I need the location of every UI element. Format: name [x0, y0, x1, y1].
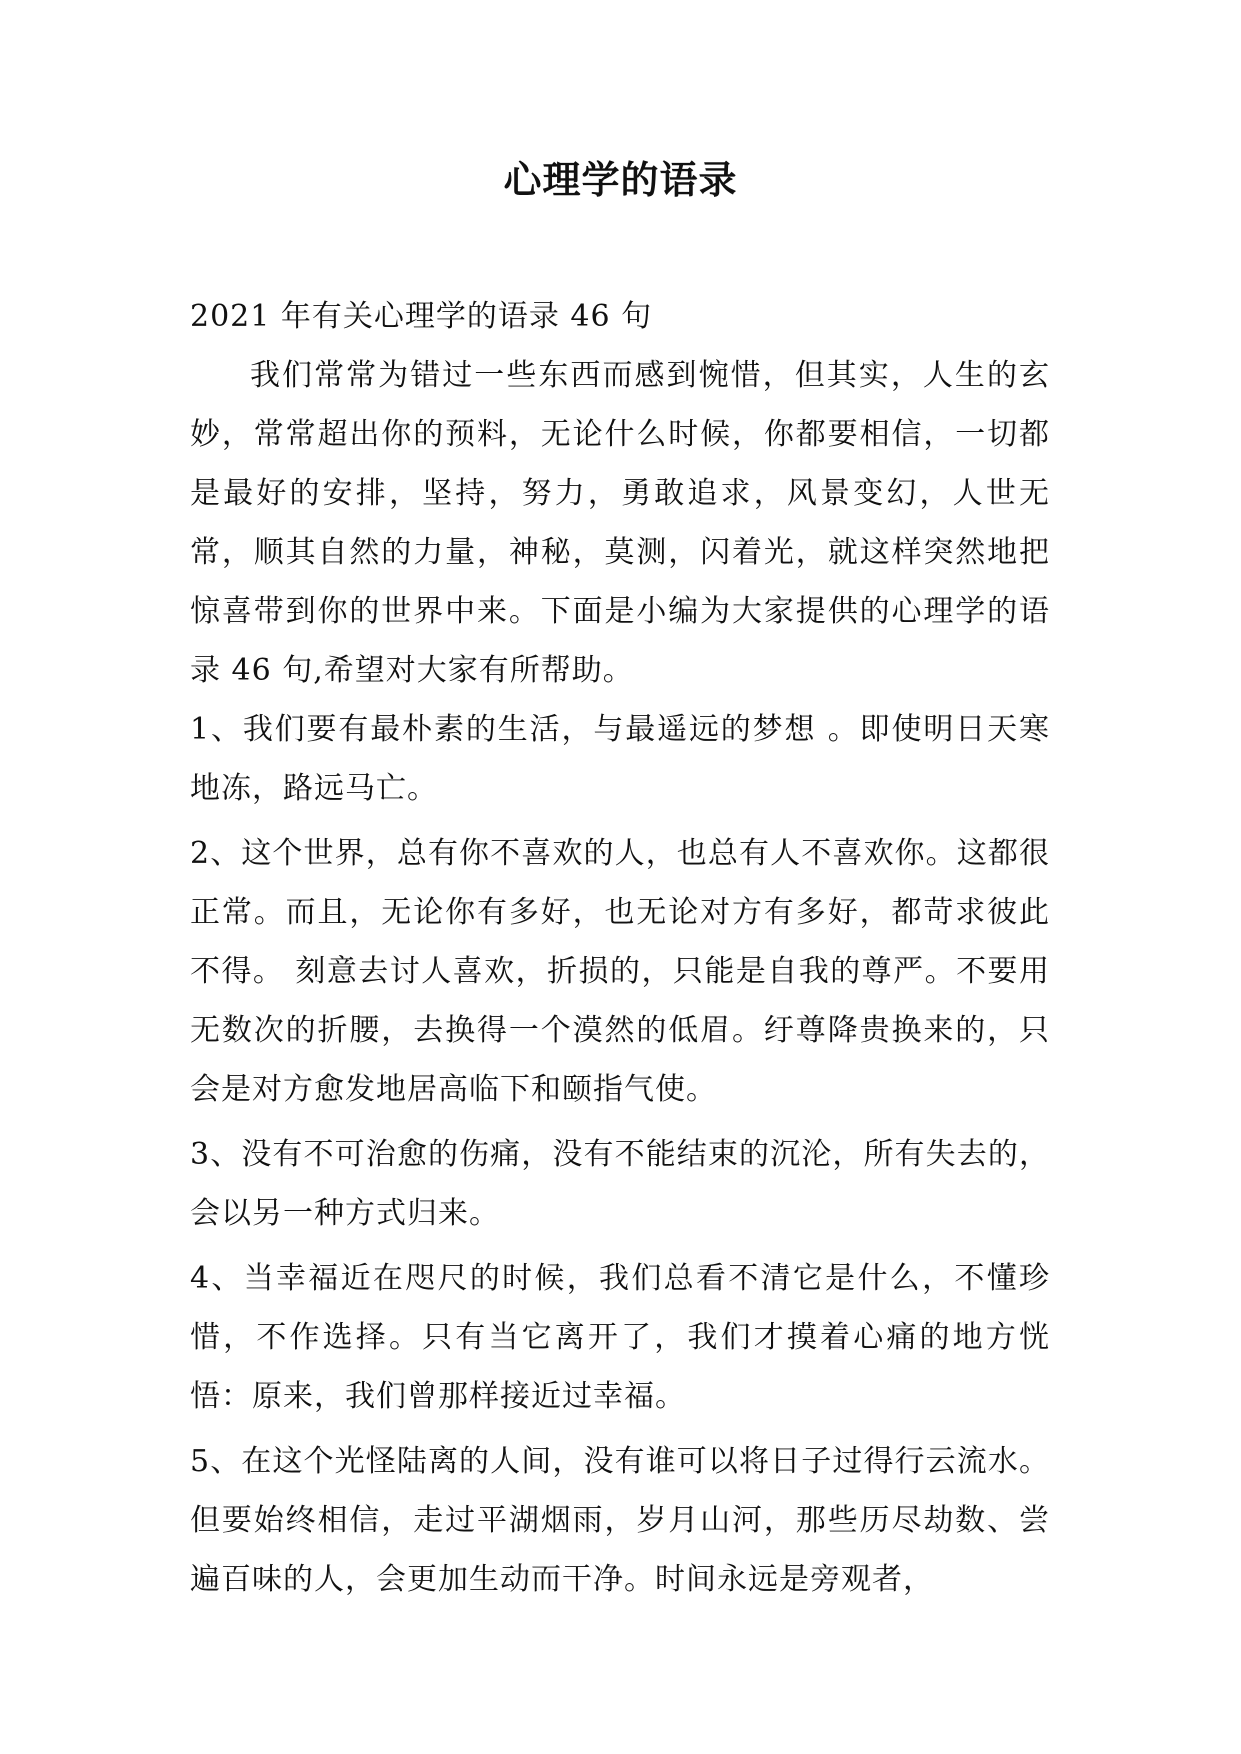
quote-item-3: 3、没有不可治愈的伤痛，没有不能结束的沉沦，所有失去的，会以另一种方式归来。: [190, 1137, 1050, 1231]
document-body: [190, 287, 1050, 1609]
quote-item-5: 5、在这个光怪陆离的人间，没有谁可以将日子过得行云流水。但要始终相信，走过平湖烟雨，岁月山河，那些历尽劫数、尝遍百味的人，会更加生动而干净。时间永远是旁观者，: [190, 1444, 1050, 1597]
quote-item-4: 4、当幸福近在咫尺的时候，我们总看不清它是什么，不懂珍惜，不作选择。只有当它离开了，我们才摸着心痛的地方恍悟：原来，我们曾那样接近过幸福。: [190, 1261, 1050, 1414]
document-title: 心理学的语录: [503, 157, 738, 202]
quote-item-1: 1、我们要有最朴素的生活，与最遥远的梦想 。即使明日天寒地冻，路远马亡。: [190, 712, 1050, 806]
quote-item-2: 2、这个世界，总有你不喜欢的人，也总有人不喜欢你。这都很正常。而且，无论你有多好，也无论对方有多好，都苛求彼此不得。 刻意去讨人喜欢，折损的，只能是自我的尊严。不要用无数次的折腰，去换得一个漠然的低眉。纡尊降贵换来的，只会是对方愈发地居高临下和颐指气使。: [190, 836, 1050, 1107]
document-subtitle: 2021 年有关心理学的语录 46 句: [190, 299, 653, 334]
intro-paragraph: 我们常常为错过一些东西而感到惋惜，但其实，人生的玄妙，常常超出你的预料，无论什么时候，你都要相信，一切都是最好的安排，坚持，努力，勇敢追求，风景变幻，人世无常，顺其自然的力量，神秘，莫测，闪着光，就这样突然地把惊喜带到你的世界中来。下面是小编为大家提供的心理学的语录 46 句,希望对大家有所帮助。: [190, 358, 1050, 688]
